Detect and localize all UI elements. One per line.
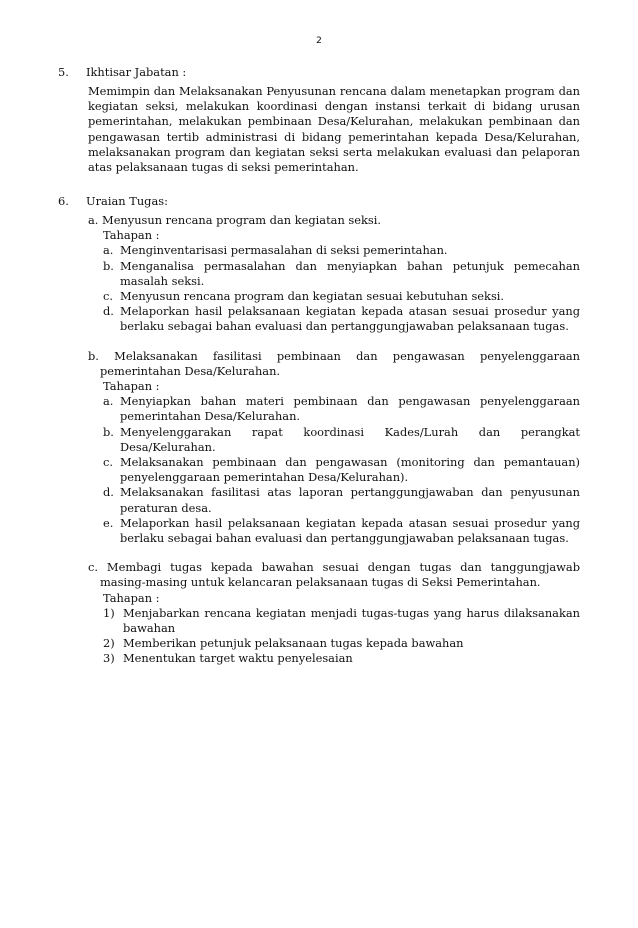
step-item (88, 394, 580, 424)
tahapan-label: Tahapan : (103, 590, 160, 605)
step-item (88, 243, 580, 258)
step-text: Melaporkan hasil pelaksanaan kegiatan kepada atasan sesuai prosedur yang berlaku sebagai bahan evaluasi dan pertanggungjawaban pelaksanaan tugas. (120, 304, 580, 334)
step-item (88, 485, 580, 515)
step-list (88, 243, 580, 334)
step-list (88, 606, 580, 667)
task-group (88, 349, 580, 547)
step-item (88, 425, 580, 455)
step-item (88, 606, 580, 636)
task-group (88, 560, 580, 666)
step-label: d. (103, 485, 114, 500)
task-group (88, 213, 580, 335)
step-list (88, 394, 580, 546)
step-label: c. (103, 455, 114, 470)
step-label: a. (103, 394, 114, 409)
step-text: Memberikan petunjuk pelaksanaan tugas kepada bawahan (123, 636, 464, 651)
step-label: 1) (103, 605, 115, 620)
step-item (88, 636, 580, 651)
step-label: b. (103, 424, 114, 439)
step-label: e. (103, 515, 114, 530)
step-item (88, 259, 580, 289)
section-5-heading: Ikhtisar Jabatan : (86, 65, 187, 79)
section-5-body: Memimpin dan Melaksanakan Penyusunan rencana dalam menetapkan program dan kegiatan seksi, melakukan koordinasi dengan instansi terkait di bidang urusan pemerintahan, melakukan pembinaan Desa/Kelurahan, melakukan pembinaan dan pengawasan tertib administrasi di bidang pemerintahan kepada Desa/Kelurahan, melaksanakan program dan kegiatan seksi serta melakukan evaluasi dan pelaporan atas pelaksanaan tugas di seksi pemerintahan. (88, 84, 580, 175)
step-label: 2) (103, 636, 115, 651)
step-text: Menentukan target waktu penyelesaian (123, 651, 353, 666)
step-label: d. (103, 304, 114, 319)
task-group-title: b. Melaksanakan fasilitasi pembinaan dan pengawasan penyelenggaraan pemerintahan Desa/Kelurahan. (88, 348, 580, 378)
task-group-title: a. Menyusun rencana program dan kegiatan seksi. (88, 213, 381, 227)
section-6-heading: Uraian Tugas: (86, 194, 168, 208)
step-text: Menganalisa permasalahan dan menyiapkan bahan petunjuk pemecahan masalah seksi. (120, 258, 580, 288)
step-text: Menjabarkan rencana kegiatan menjadi tugas-tugas yang harus dilaksanakan bawahan (123, 605, 580, 636)
step-item (88, 651, 580, 666)
step-item (88, 304, 580, 334)
section-5-number: 5. (58, 65, 69, 79)
step-label: c. (103, 289, 114, 304)
section-6-number: 6. (58, 194, 69, 208)
step-label: 3) (103, 651, 115, 666)
step-text: Menyusun rencana program dan kegiatan sesuai kebutuhan seksi. (120, 289, 505, 304)
step-label: a. (103, 243, 114, 258)
step-text: Menyelenggarakan rapat koordinasi Kades/Lurah dan perangkat Desa/Kelurahan. (120, 424, 580, 454)
step-item (88, 455, 580, 485)
step-item (88, 289, 580, 304)
step-text: Menyiapkan bahan materi pembinaan dan pengawasan penyelenggaraan pemerintahan Desa/Kelurahan. (120, 394, 580, 424)
step-text: Melaporkan hasil pelaksanaan kegiatan kepada atasan sesuai prosedur yang berlaku sebagai bahan evaluasi dan pertanggungjawaban pelaksanaan tugas. (120, 515, 580, 546)
tahapan-label: Tahapan : (103, 228, 160, 243)
page-number: 2 (316, 36, 322, 46)
step-text: Melaksanakan fasilitasi atas laporan pertanggungjawaban dan penyusunan peraturan desa. (120, 485, 580, 515)
step-item (88, 516, 580, 546)
step-label: b. (103, 258, 114, 273)
step-text: Melaksanakan pembinaan dan pengawasan (monitoring dan pemantauan) penyelenggaraan pemerintahan Desa/Kelurahan). (120, 455, 580, 485)
tahapan-label: Tahapan : (103, 379, 160, 394)
task-group-title: c. Membagi tugas kepada bawahan sesuai dengan tugas dan tanggungjawab masing-masing untuk kelancaran pelaksanaan tugas di Seksi Pemerintahan. (88, 560, 580, 590)
task-list (88, 213, 580, 681)
step-text: Menginventarisasi permasalahan di seksi pemerintahan. (120, 243, 448, 258)
